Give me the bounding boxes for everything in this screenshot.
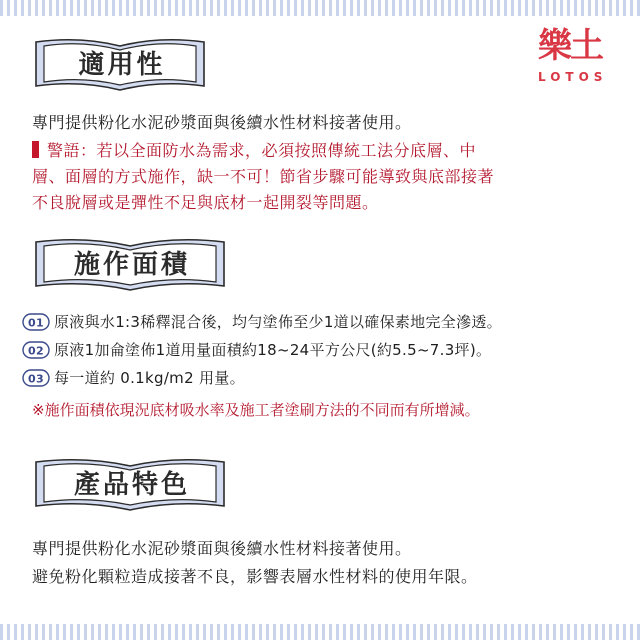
badge-02-icon (22, 341, 50, 359)
badge-03-icon (22, 369, 50, 387)
warning-line-1 (32, 138, 476, 164)
logo-cjk-text: 樂土 (538, 26, 602, 66)
section-header-coverage (30, 234, 230, 292)
section-title: 適用性 (78, 50, 166, 80)
features-line-2: 避免粉化顆粒造成接著不良，影響表層水性材料的使用年限。 (32, 567, 478, 586)
section-title: 施作面積 (73, 250, 190, 280)
warning-line-3: 不良脫層或是彈性不足與底材一起開裂等問題。 (32, 193, 379, 212)
section-header-features (30, 454, 230, 512)
features-line-1: 專門提供粉化水泥砂漿面與後續水性材料接著使用。 (32, 539, 412, 558)
coverage-text: 原液與水1:3稀釋混合後，均勻塗佈至少1道以確保素地完全滲透。 (54, 313, 502, 331)
svg-text:02: 02 (28, 344, 44, 358)
section-title: 產品特色 (73, 470, 190, 500)
top-stripe-border (0, 0, 640, 16)
svg-text:03: 03 (28, 372, 44, 386)
badge-01-icon (22, 313, 50, 331)
warning-text: 警語：若以全面防水為需求，必須按照傳統工法分底層、中 (47, 141, 477, 160)
coverage-item (22, 310, 502, 334)
brand-logo (534, 26, 620, 86)
coverage-item (22, 338, 491, 362)
bottom-stripe-border (0, 624, 640, 640)
applicability-line: 專門提供粉化水泥砂漿面與後續水性材料接著使用。 (32, 113, 412, 132)
coverage-text: 原液1加侖塗佈1道用量面積約18~24平方公尺(約5.5~7.3坪)。 (54, 341, 492, 359)
coverage-item (22, 366, 245, 390)
section-header-applicability (30, 34, 210, 92)
svg-text:01: 01 (28, 316, 44, 330)
coverage-text: 每一道約 0.1kg/m2 用量。 (54, 369, 245, 387)
coverage-note: ※施作面積依現況底材吸水率及施工者塗刷方法的不同而有所增減。 (32, 401, 480, 419)
logo-latin-text: LOTOS (538, 70, 608, 84)
warning-marker (32, 141, 39, 158)
warning-line-2: 層、面層的方式施作，缺一不可！節省步驟可能導致與底部接著 (32, 167, 495, 186)
